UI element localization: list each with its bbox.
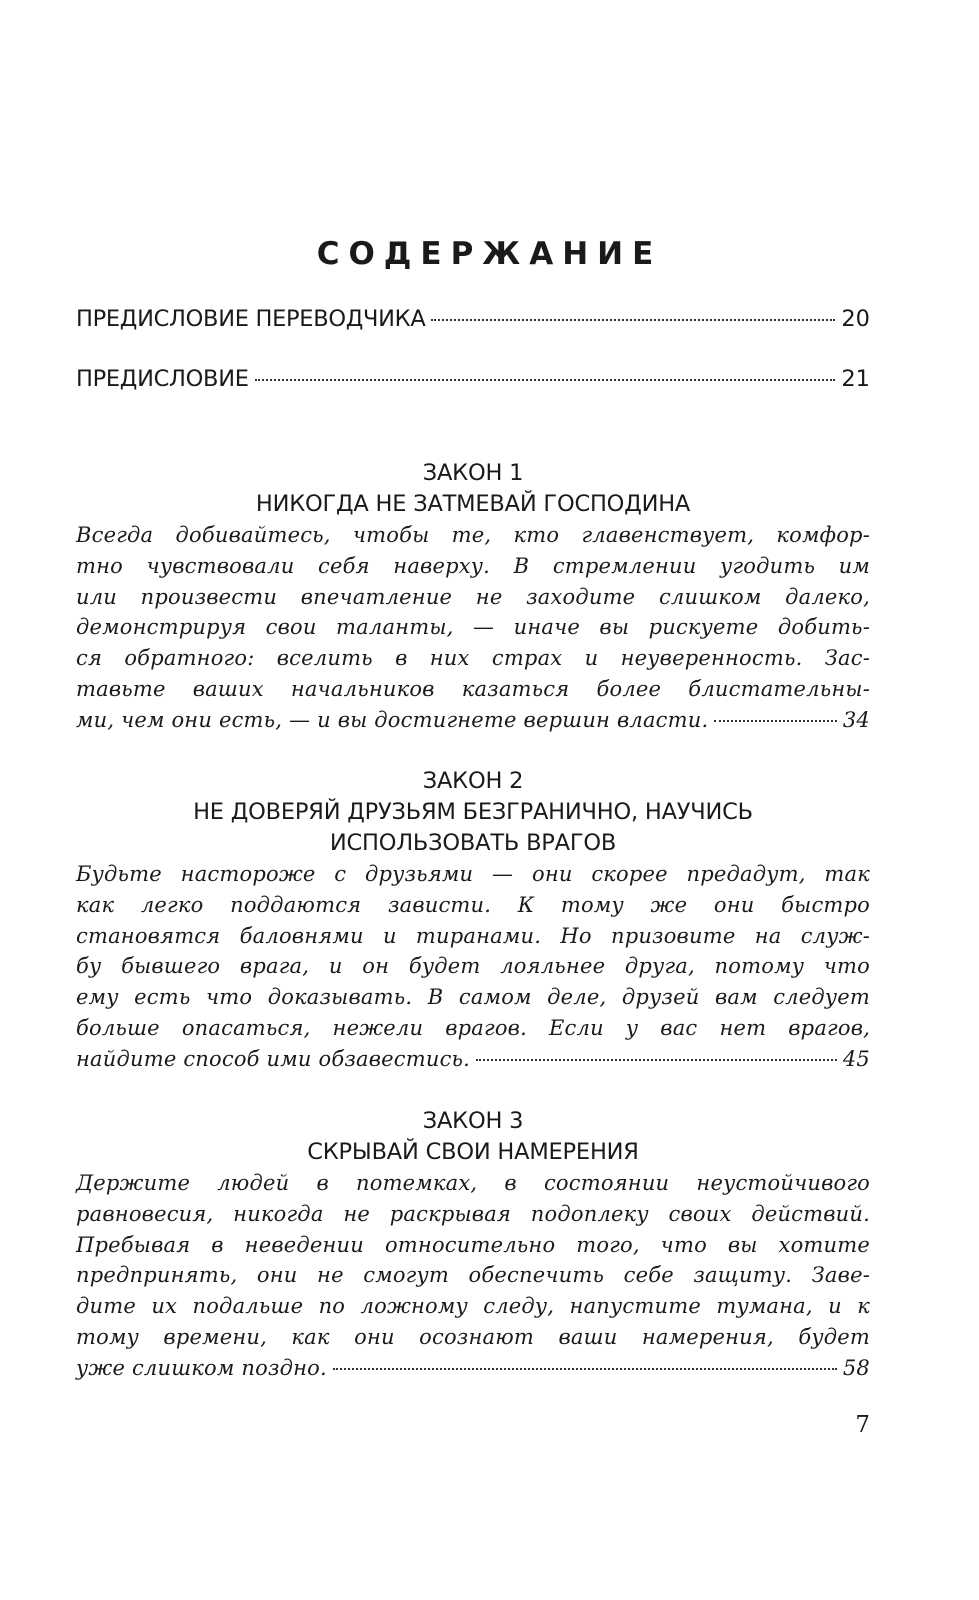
law-name: СКРЫВАЙ СВОИ НАМЕРЕНИЯ — [307, 1139, 639, 1165]
law-name: НИКОГДА НЕ ЗАТМЕВАЙ ГОСПОДИНА — [255, 491, 691, 517]
law-description-line: Всегда добивайтесь, чтобы те, кто главенствует, комфор- — [76, 523, 870, 547]
law-description-last-line — [76, 1353, 870, 1384]
law-page: 45 — [842, 1046, 870, 1071]
law-description-line: тавьте ваших начальников казаться более блистательны- — [76, 676, 870, 701]
law-entry — [76, 458, 870, 736]
toc-entry-label: ПРЕДИСЛОВИЕ — [76, 366, 249, 392]
law-description-line: Пребывая в неведении относительно того, что вы хотите — [76, 1232, 870, 1257]
dot-leader — [431, 319, 835, 321]
dot-leader — [333, 1368, 837, 1370]
law-number: ЗАКОН 2 — [422, 768, 524, 794]
law-number: ЗАКОН 1 — [422, 460, 524, 486]
toc-entry-page: 20 — [841, 306, 870, 332]
law-description-line: Будьте настороже с друзьями — они скорее предадут, так — [76, 862, 870, 886]
law-description-line: ми, чем они есть, — и вы достигнете вершин власти. — [76, 707, 709, 732]
dot-leader — [714, 720, 837, 722]
law-description-line: Держите людей в потемках, в состоянии неустойчивого — [76, 1171, 870, 1195]
law-description — [76, 1168, 870, 1384]
toc-entry-page: 21 — [841, 366, 870, 392]
law-description-line: тно чувствовали себя наверху. В стремлении угодить им — [76, 553, 870, 578]
law-description-line: найдите способ ими обзавестись. — [76, 1046, 471, 1071]
toc-entry-preface — [76, 366, 870, 392]
law-description-line: или произвести впечатление не заходите слишком далеко, — [76, 584, 870, 609]
law-number: ЗАКОН 3 — [422, 1108, 524, 1134]
law-page: 34 — [842, 707, 870, 732]
law-description — [76, 520, 870, 736]
law-description-line: уже слишком поздно. — [76, 1355, 327, 1380]
page-number: 7 — [855, 1412, 870, 1438]
law-description-line: тому времени, как они осознают ваши намерения, будет — [76, 1324, 870, 1349]
page-title: СОДЕРЖАНИЕ — [316, 236, 663, 272]
law-description-line: дите их подальше по ложному следу, напустите тумана, и к — [76, 1294, 870, 1319]
law-entry — [76, 766, 870, 1075]
law-description-last-line — [76, 705, 870, 736]
law-name: ИСПОЛЬЗОВАТЬ ВРАГОВ — [329, 830, 617, 856]
law-description-line: предпринять, они не смогут обеспечить себе защиту. Заве- — [76, 1263, 870, 1288]
dot-leader — [476, 1059, 837, 1061]
law-description-last-line — [76, 1044, 870, 1075]
toc-entry-translator-preface — [76, 306, 870, 332]
law-description-line: ему есть что доказывать. В самом деле, друзей вам следует — [76, 985, 870, 1010]
dot-leader — [255, 379, 836, 381]
law-name: НЕ ДОВЕРЯЙ ДРУЗЬЯМ БЕЗГРАНИЧНО, НАУЧИСЬ — [193, 799, 753, 825]
law-description-line: бу бывшего врага, и он будет лояльнее друга, потому что — [76, 954, 870, 979]
law-entry — [76, 1106, 870, 1384]
toc-entry-label: ПРЕДИСЛОВИЕ ПЕРЕВОДЧИКА — [76, 306, 426, 332]
law-description-line: ся обратного: вселить в них страх и неуверенность. Зас- — [76, 646, 870, 671]
law-description-line: равновесия, никогда не раскрывая подоплеку своих действий. — [76, 1201, 870, 1226]
law-description-line: становятся баловнями и тиранами. Но призовите на служ- — [76, 923, 870, 948]
law-description-line: демонстрируя свои таланты, — иначе вы рискуете добить- — [76, 615, 870, 640]
law-description — [76, 859, 870, 1075]
law-description-line: больше опасаться, нежели врагов. Если у вас нет врагов, — [76, 1015, 870, 1040]
law-page: 58 — [842, 1355, 870, 1380]
law-description-line: как легко поддаются зависти. К тому же они быстро — [76, 892, 870, 917]
